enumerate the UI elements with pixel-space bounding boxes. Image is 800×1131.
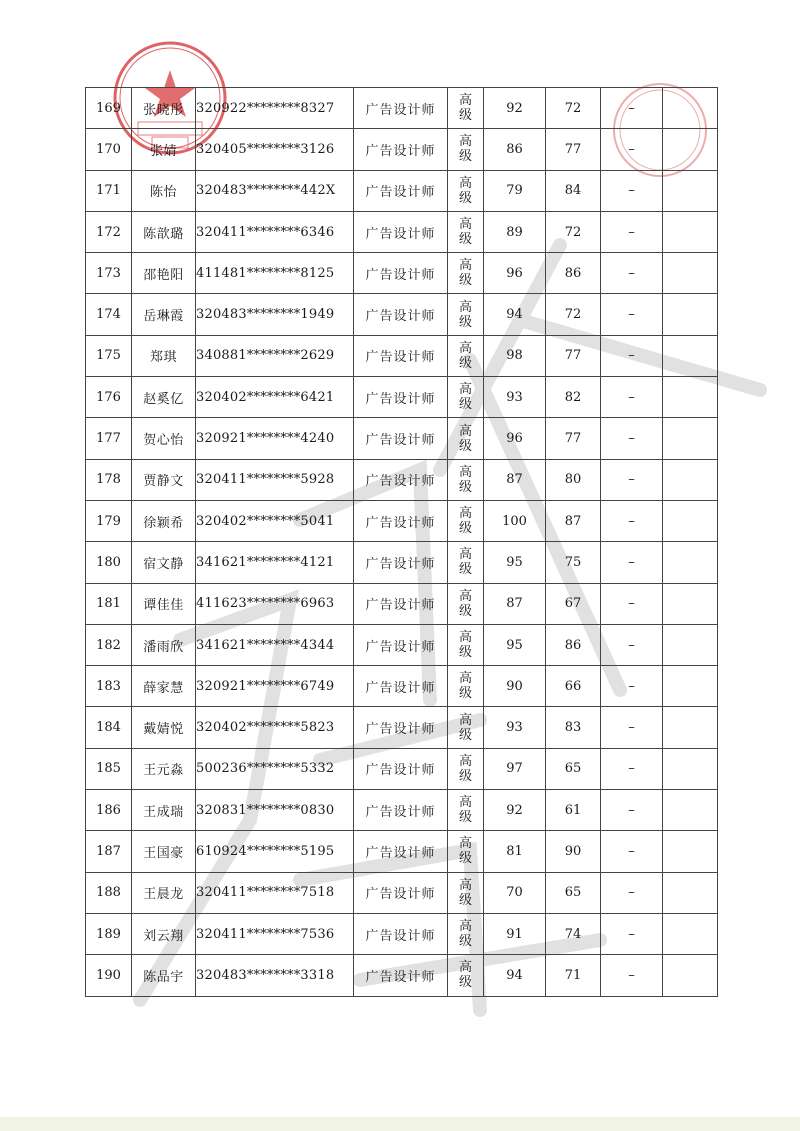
level — [448, 624, 484, 665]
id-number: 320411********5928 — [196, 459, 354, 500]
blank-cell — [663, 583, 718, 624]
level-top: 高 — [458, 960, 472, 976]
theory-score: 89 — [484, 211, 546, 252]
level — [448, 831, 484, 872]
level — [448, 583, 484, 624]
candidate-name: 贾静文 — [132, 459, 196, 500]
theory-score: 93 — [484, 707, 546, 748]
theory-score: 91 — [484, 913, 546, 954]
remark: – — [601, 377, 663, 418]
id-number: 320483********442X — [196, 170, 354, 211]
footer-band — [0, 1117, 800, 1131]
theory-score: 86 — [484, 129, 546, 170]
candidate-name: 贺心怡 — [132, 418, 196, 459]
occupation: 广告设计师 — [354, 955, 448, 996]
table-row — [86, 418, 718, 459]
level-top: 高 — [458, 299, 472, 315]
table-row — [86, 913, 718, 954]
level-top: 高 — [458, 258, 472, 274]
practical-score: 67 — [546, 583, 601, 624]
level-top: 高 — [458, 630, 472, 645]
blank-cell — [663, 459, 718, 500]
occupation: 广告设计师 — [354, 253, 448, 294]
id-number: 320921********6749 — [196, 666, 354, 707]
remark: – — [601, 790, 663, 831]
candidate-name: 潘雨欣 — [132, 624, 196, 665]
theory-score: 81 — [484, 831, 546, 872]
level — [448, 377, 484, 418]
table-row — [86, 459, 718, 500]
level-bottom: 级 — [458, 603, 472, 619]
row-number: 175 — [86, 335, 132, 376]
occupation: 广告设计师 — [354, 129, 448, 170]
id-number: 340881********2629 — [196, 335, 354, 376]
level-bottom: 级 — [458, 149, 472, 165]
occupation: 广告设计师 — [354, 542, 448, 583]
blank-cell — [663, 831, 718, 872]
table-row — [86, 500, 718, 541]
blank-cell — [663, 170, 718, 211]
id-number: 610924********5195 — [196, 831, 354, 872]
candidate-name: 戴婧悦 — [132, 707, 196, 748]
practical-score: 65 — [546, 748, 601, 789]
candidate-name: 陈品宇 — [132, 955, 196, 996]
remark: – — [601, 294, 663, 335]
candidate-name: 陈歆璐 — [132, 211, 196, 252]
table-row — [86, 377, 718, 418]
blank-cell — [663, 377, 718, 418]
level — [448, 707, 484, 748]
practical-score: 66 — [546, 666, 601, 707]
level — [448, 500, 484, 541]
id-number: 320483********1949 — [196, 294, 354, 335]
level — [448, 790, 484, 831]
practical-score: 77 — [546, 335, 601, 376]
id-number: 320831********0830 — [196, 790, 354, 831]
roster-body — [86, 88, 718, 997]
table-row — [86, 542, 718, 583]
level-top: 高 — [458, 340, 472, 356]
table-row — [86, 129, 718, 170]
theory-score: 96 — [484, 253, 546, 294]
theory-score: 100 — [484, 500, 546, 541]
level-top: 高 — [458, 464, 472, 480]
blank-cell — [663, 211, 718, 252]
blank-cell — [663, 294, 718, 335]
remark: – — [601, 418, 663, 459]
table-row — [86, 707, 718, 748]
practical-score: 83 — [546, 707, 601, 748]
level — [448, 913, 484, 954]
occupation: 广告设计师 — [354, 294, 448, 335]
table-row — [86, 955, 718, 996]
occupation: 广告设计师 — [354, 500, 448, 541]
level — [448, 459, 484, 500]
table-row — [86, 583, 718, 624]
blank-cell — [663, 790, 718, 831]
level-top: 高 — [458, 506, 472, 522]
level-top: 高 — [458, 795, 472, 811]
level-top: 高 — [458, 382, 472, 398]
level-bottom: 级 — [458, 892, 472, 908]
theory-score: 94 — [484, 955, 546, 996]
theory-score: 92 — [484, 88, 546, 129]
remark: – — [601, 542, 663, 583]
occupation: 广告设计师 — [354, 831, 448, 872]
blank-cell — [663, 88, 718, 129]
level-bottom: 级 — [458, 562, 472, 578]
id-number: 320402********5041 — [196, 500, 354, 541]
theory-score: 97 — [484, 748, 546, 789]
id-number: 320411********6346 — [196, 211, 354, 252]
theory-score: 96 — [484, 418, 546, 459]
id-number: 320922********8327 — [196, 88, 354, 129]
candidate-name: 张晓彤 — [132, 88, 196, 129]
practical-score: 80 — [546, 459, 601, 500]
theory-score: 92 — [484, 790, 546, 831]
level — [448, 666, 484, 707]
level-bottom: 级 — [458, 645, 472, 660]
level — [448, 872, 484, 913]
remark: – — [601, 624, 663, 665]
occupation: 广告设计师 — [354, 913, 448, 954]
level-bottom: 级 — [458, 355, 472, 371]
occupation: 广告设计师 — [354, 666, 448, 707]
practical-score: 71 — [546, 955, 601, 996]
level-bottom: 级 — [458, 975, 472, 991]
practical-score: 72 — [546, 211, 601, 252]
row-number: 186 — [86, 790, 132, 831]
level — [448, 294, 484, 335]
table-row — [86, 253, 718, 294]
level — [448, 955, 484, 996]
remark: – — [601, 335, 663, 376]
remark: – — [601, 831, 663, 872]
occupation: 广告设计师 — [354, 872, 448, 913]
practical-score: 75 — [546, 542, 601, 583]
level — [448, 253, 484, 294]
practical-score: 84 — [546, 170, 601, 211]
practical-score: 74 — [546, 913, 601, 954]
level — [448, 88, 484, 129]
level — [448, 335, 484, 376]
practical-score: 65 — [546, 872, 601, 913]
level-top: 高 — [458, 753, 472, 769]
candidate-name: 宿文静 — [132, 542, 196, 583]
level-bottom: 级 — [458, 232, 472, 248]
level — [448, 542, 484, 583]
remark: – — [601, 583, 663, 624]
blank-cell — [663, 418, 718, 459]
candidate-name: 赵奚亿 — [132, 377, 196, 418]
level-top: 高 — [458, 423, 472, 439]
theory-score: 79 — [484, 170, 546, 211]
occupation: 广告设计师 — [354, 88, 448, 129]
level-bottom: 级 — [458, 397, 472, 413]
level-top: 高 — [458, 93, 472, 109]
level-bottom: 级 — [458, 851, 472, 867]
theory-score: 87 — [484, 583, 546, 624]
remark: – — [601, 253, 663, 294]
row-number: 169 — [86, 88, 132, 129]
practical-score: 90 — [546, 831, 601, 872]
level-top: 高 — [458, 588, 472, 604]
level-top: 高 — [458, 712, 472, 728]
candidate-name: 刘云翔 — [132, 913, 196, 954]
candidate-name: 陈怡 — [132, 170, 196, 211]
id-number: 320411********7536 — [196, 913, 354, 954]
blank-cell — [663, 500, 718, 541]
occupation: 广告设计师 — [354, 377, 448, 418]
table-row — [86, 211, 718, 252]
candidate-name: 张婧 — [132, 129, 196, 170]
id-number: 411623********6963 — [196, 583, 354, 624]
occupation: 广告设计师 — [354, 624, 448, 665]
remark: – — [601, 459, 663, 500]
theory-score: 90 — [484, 666, 546, 707]
level — [448, 748, 484, 789]
row-number: 184 — [86, 707, 132, 748]
row-number: 171 — [86, 170, 132, 211]
row-number: 185 — [86, 748, 132, 789]
level-top: 高 — [458, 877, 472, 893]
row-number: 190 — [86, 955, 132, 996]
id-number: 500236********5332 — [196, 748, 354, 789]
candidate-name: 郑琪 — [132, 335, 196, 376]
occupation: 广告设计师 — [354, 335, 448, 376]
level — [448, 170, 484, 211]
remark: – — [601, 500, 663, 541]
occupation: 广告设计师 — [354, 583, 448, 624]
remark: – — [601, 129, 663, 170]
row-number: 183 — [86, 666, 132, 707]
blank-cell — [663, 624, 718, 665]
practical-score: 86 — [546, 624, 601, 665]
practical-score: 77 — [546, 129, 601, 170]
table-row — [86, 88, 718, 129]
roster-table — [85, 87, 718, 997]
remark: – — [601, 88, 663, 129]
remark: – — [601, 955, 663, 996]
practical-score: 61 — [546, 790, 601, 831]
id-number: 320921********4240 — [196, 418, 354, 459]
row-number: 179 — [86, 500, 132, 541]
occupation: 广告设计师 — [354, 459, 448, 500]
level-top: 高 — [458, 836, 472, 852]
row-number: 173 — [86, 253, 132, 294]
table-row — [86, 748, 718, 789]
theory-score: 70 — [484, 872, 546, 913]
id-number: 341621********4121 — [196, 542, 354, 583]
row-number: 182 — [86, 624, 132, 665]
theory-score: 94 — [484, 294, 546, 335]
level-bottom: 级 — [458, 438, 472, 454]
blank-cell — [663, 913, 718, 954]
candidate-name: 邵艳阳 — [132, 253, 196, 294]
level-top: 高 — [458, 919, 472, 935]
candidate-name: 王国豪 — [132, 831, 196, 872]
candidate-name: 王成瑞 — [132, 790, 196, 831]
blank-cell — [663, 129, 718, 170]
id-number: 320402********5823 — [196, 707, 354, 748]
practical-score: 72 — [546, 88, 601, 129]
table-row — [86, 831, 718, 872]
occupation: 广告设计师 — [354, 211, 448, 252]
candidate-name: 王晨龙 — [132, 872, 196, 913]
blank-cell — [663, 335, 718, 376]
theory-score: 95 — [484, 542, 546, 583]
candidate-name: 岳琳霞 — [132, 294, 196, 335]
level-bottom: 级 — [458, 934, 472, 950]
level-bottom: 级 — [458, 686, 472, 702]
candidate-name: 薛家慧 — [132, 666, 196, 707]
blank-cell — [663, 666, 718, 707]
row-number: 174 — [86, 294, 132, 335]
blank-cell — [663, 253, 718, 294]
row-number: 187 — [86, 831, 132, 872]
level-top: 高 — [458, 547, 472, 563]
level-top: 高 — [458, 217, 472, 233]
level — [448, 129, 484, 170]
level-bottom: 级 — [458, 479, 472, 495]
level — [448, 418, 484, 459]
blank-cell — [663, 955, 718, 996]
level-top: 高 — [458, 671, 472, 687]
table-row — [86, 170, 718, 211]
id-number: 320411********7518 — [196, 872, 354, 913]
table-row — [86, 624, 718, 665]
theory-score: 98 — [484, 335, 546, 376]
blank-cell — [663, 748, 718, 789]
row-number: 177 — [86, 418, 132, 459]
row-number: 180 — [86, 542, 132, 583]
remark: – — [601, 211, 663, 252]
occupation: 广告设计师 — [354, 707, 448, 748]
row-number: 181 — [86, 583, 132, 624]
level-bottom: 级 — [458, 521, 472, 537]
blank-cell — [663, 707, 718, 748]
row-number: 172 — [86, 211, 132, 252]
practical-score: 82 — [546, 377, 601, 418]
occupation: 广告设计师 — [354, 748, 448, 789]
level-bottom: 级 — [458, 108, 472, 124]
theory-score: 93 — [484, 377, 546, 418]
level-bottom: 级 — [458, 810, 472, 826]
level-bottom: 级 — [458, 768, 472, 784]
occupation: 广告设计师 — [354, 418, 448, 459]
level-top: 高 — [458, 134, 472, 150]
occupation: 广告设计师 — [354, 170, 448, 211]
level-top: 高 — [458, 175, 472, 191]
row-number: 188 — [86, 872, 132, 913]
candidate-name: 王元淼 — [132, 748, 196, 789]
level-bottom: 级 — [458, 273, 472, 289]
practical-score: 87 — [546, 500, 601, 541]
table-row — [86, 335, 718, 376]
practical-score: 72 — [546, 294, 601, 335]
table-row — [86, 666, 718, 707]
remark: – — [601, 748, 663, 789]
row-number: 170 — [86, 129, 132, 170]
id-number: 320405********3126 — [196, 129, 354, 170]
practical-score: 77 — [546, 418, 601, 459]
remark: – — [601, 707, 663, 748]
remark: – — [601, 913, 663, 954]
row-number: 189 — [86, 913, 132, 954]
id-number: 341621********4344 — [196, 624, 354, 665]
remark: – — [601, 872, 663, 913]
practical-score: 86 — [546, 253, 601, 294]
blank-cell — [663, 872, 718, 913]
candidate-name: 徐颖希 — [132, 500, 196, 541]
table-row — [86, 872, 718, 913]
remark: – — [601, 666, 663, 707]
occupation: 广告设计师 — [354, 790, 448, 831]
id-number: 411481********8125 — [196, 253, 354, 294]
row-number: 176 — [86, 377, 132, 418]
level-bottom: 级 — [458, 314, 472, 330]
table-row — [86, 294, 718, 335]
level-bottom: 级 — [458, 190, 472, 206]
remark: – — [601, 170, 663, 211]
candidate-name: 谭佳佳 — [132, 583, 196, 624]
row-number: 178 — [86, 459, 132, 500]
id-number: 320483********3318 — [196, 955, 354, 996]
blank-cell — [663, 542, 718, 583]
table-row — [86, 790, 718, 831]
theory-score: 95 — [484, 624, 546, 665]
id-number: 320402********6421 — [196, 377, 354, 418]
level-bottom: 级 — [458, 727, 472, 743]
theory-score: 87 — [484, 459, 546, 500]
level — [448, 211, 484, 252]
